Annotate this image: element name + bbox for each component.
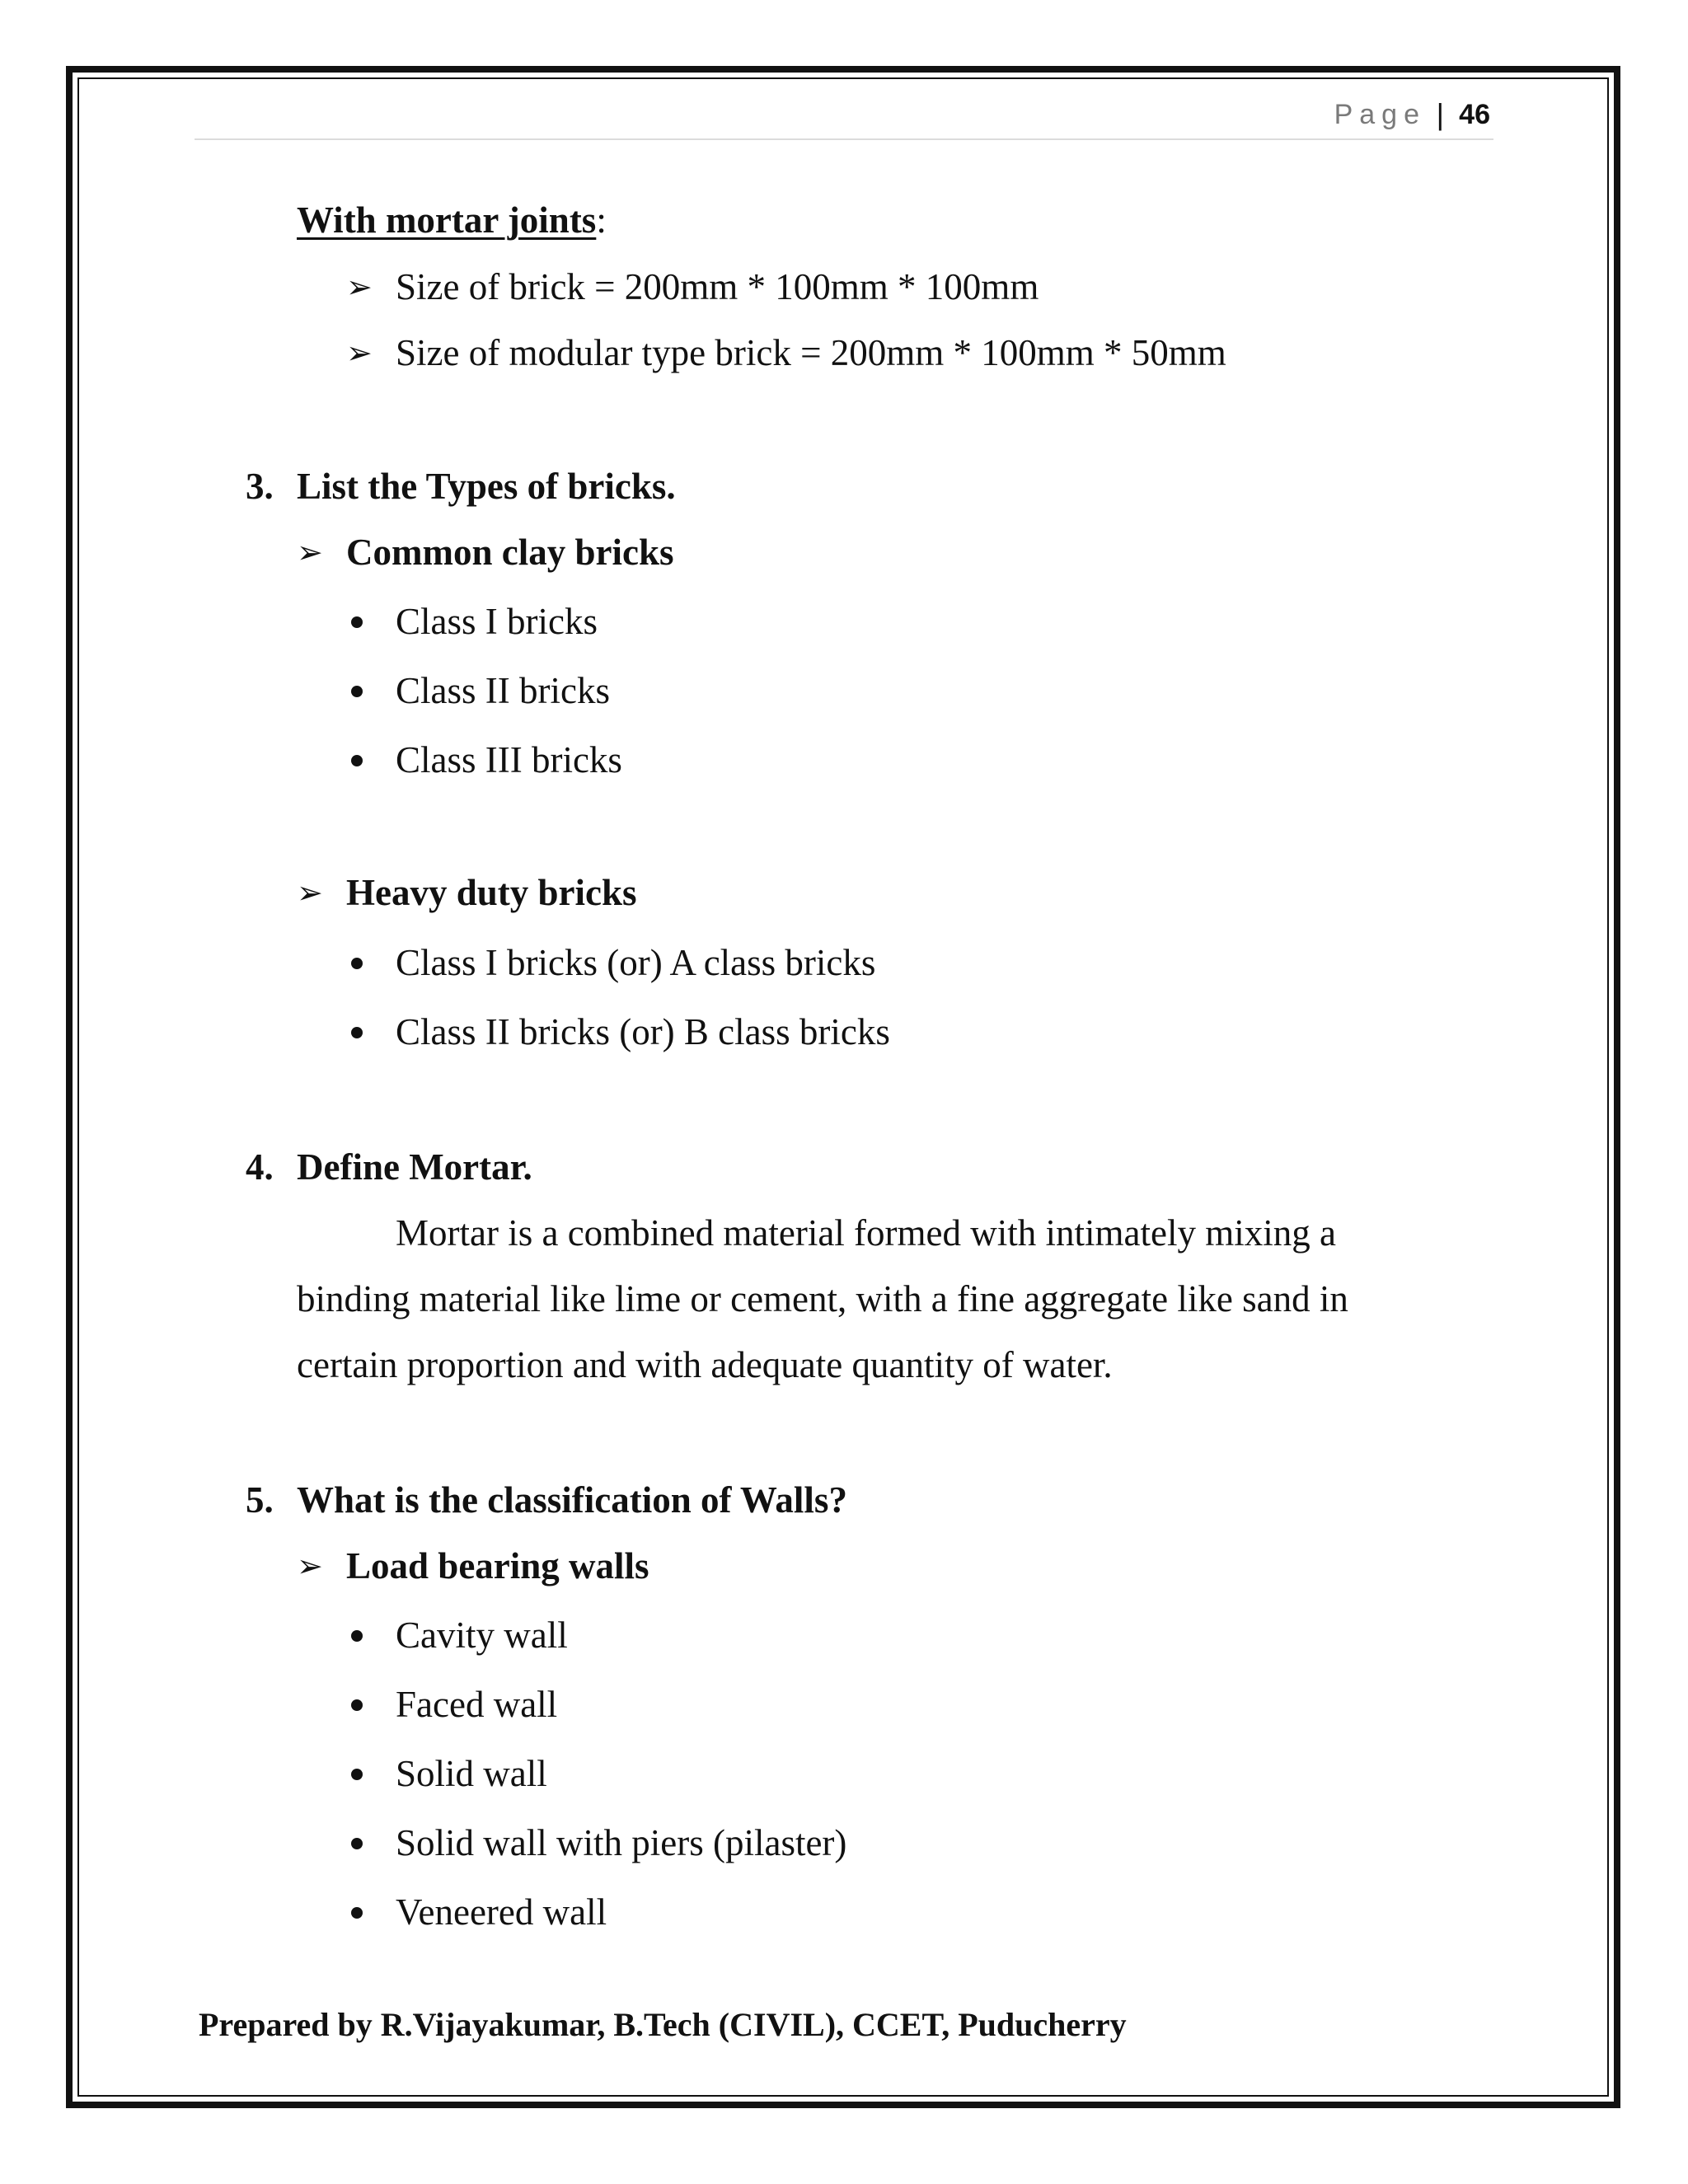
question-3-title: List the Types of bricks.: [297, 466, 676, 507]
mortar-joints-colon: :: [596, 199, 607, 241]
page-number: 46: [1459, 99, 1490, 130]
bullet-dot-icon: [351, 1630, 363, 1642]
bullet-dot-icon: [351, 1027, 363, 1038]
question-number: 3.: [246, 466, 274, 507]
page-label: Page: [1334, 99, 1426, 130]
question-5-title: What is the classification of Walls?: [297, 1479, 847, 1521]
arrow-bullet-icon: ➢: [297, 1548, 323, 1584]
q3-group2-title: Heavy duty bricks: [346, 872, 637, 913]
bullet-dot-icon: [351, 686, 363, 697]
q3-group2-item: Class II bricks (or) B class bricks: [396, 1011, 890, 1052]
q3-group1-item: Class II bricks: [396, 670, 610, 711]
q5-group1-item: Veneered wall: [396, 1891, 607, 1933]
bullet-dot-icon: [351, 755, 363, 766]
arrow-bullet-icon: ➢: [346, 335, 373, 371]
mortar-joints-item: Size of modular type brick = 200mm * 100mm * 50mm: [396, 332, 1226, 373]
q4-answer-line: certain proportion and with adequate quantity of water.: [297, 1344, 1113, 1385]
arrow-bullet-icon: ➢: [297, 534, 323, 570]
q5-group1-item: Faced wall: [396, 1684, 558, 1725]
q4-answer-line: binding material like lime or cement, with a fine aggregate like sand in: [297, 1278, 1348, 1319]
bullet-dot-icon: [351, 1838, 363, 1849]
question-4-title: Define Mortar.: [297, 1146, 532, 1188]
bullet-dot-icon: [351, 958, 363, 969]
page-header: [195, 97, 1493, 140]
q5-group1-title: Load bearing walls: [346, 1545, 649, 1586]
arrow-bullet-icon: ➢: [297, 874, 323, 911]
bullet-dot-icon: [351, 1769, 363, 1780]
q4-answer-line: Mortar is a combined material formed with intimately mixing a: [396, 1212, 1336, 1254]
bullet-dot-icon: [351, 616, 363, 628]
bullet-dot-icon: [351, 1907, 363, 1919]
page-footer: Prepared by R.Vijayakumar, B.Tech (CIVIL), CCET, Puducherry: [199, 2006, 1127, 2043]
mortar-joints-item: Size of brick = 200mm * 100mm * 100mm: [396, 266, 1039, 307]
arrow-bullet-icon: ➢: [346, 269, 373, 305]
page-border-inner: [77, 77, 1609, 2097]
question-number: 5.: [246, 1479, 274, 1521]
bullet-dot-icon: [351, 1699, 363, 1711]
q3-group1-item: Class III bricks: [396, 739, 622, 780]
page-separator: |: [1436, 97, 1444, 131]
q5-group1-item: Solid wall: [396, 1753, 547, 1794]
q5-group1-item: Cavity wall: [396, 1615, 568, 1656]
question-number: 4.: [246, 1146, 274, 1188]
q5-group1-item: Solid wall with piers (pilaster): [396, 1822, 847, 1863]
q3-group2-item: Class I bricks (or) A class bricks: [396, 942, 876, 983]
mortar-joints-heading: With mortar joints: [297, 199, 597, 241]
q3-group1-title: Common clay bricks: [346, 532, 674, 573]
q3-group1-item: Class I bricks: [396, 601, 598, 642]
mortar-joints-heading-line: [297, 199, 607, 241]
